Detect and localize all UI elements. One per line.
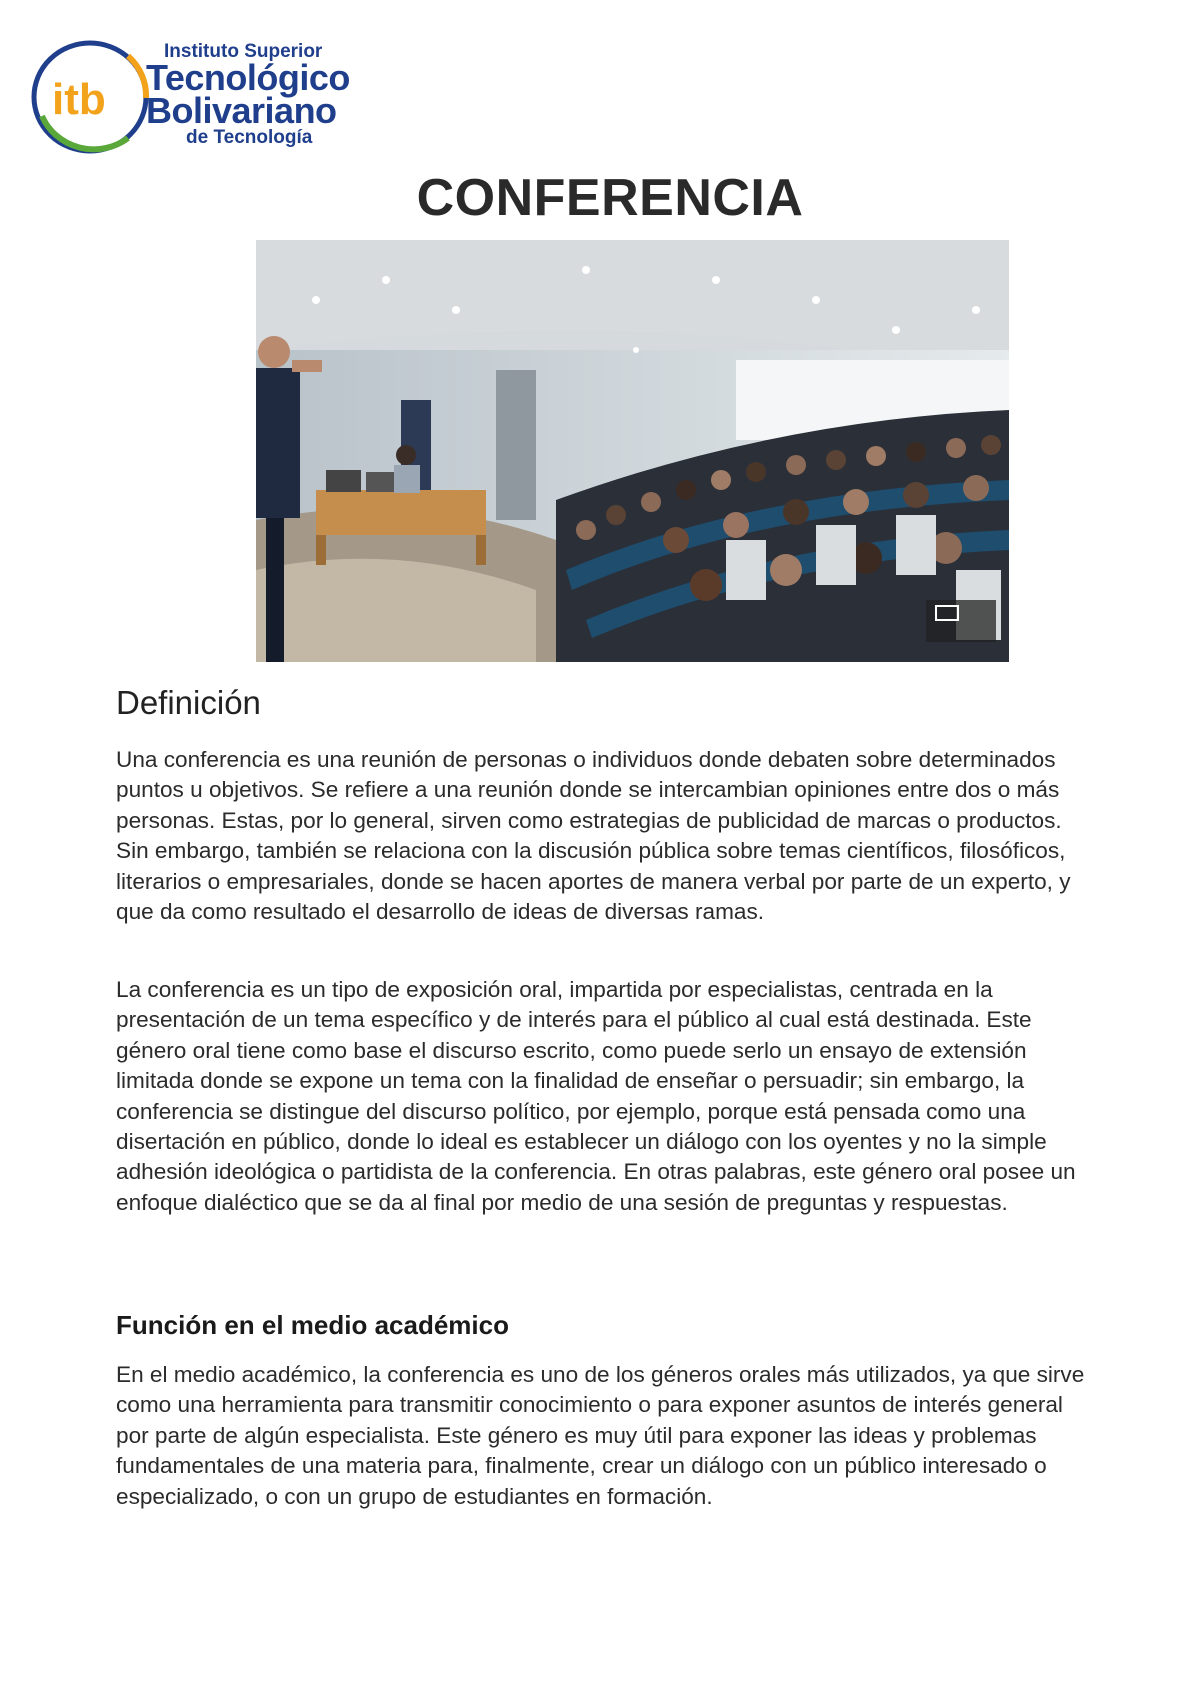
- section-heading-funcion: Función en el medio académico: [116, 1310, 509, 1340]
- conference-photo-illustration: [256, 240, 1009, 662]
- logo-line-3: Bolivariano: [146, 90, 337, 131]
- logo-line-1: Instituto Superior: [164, 41, 323, 62]
- section-heading-definicion: Definición: [116, 684, 261, 721]
- logo-monogram: itb: [52, 75, 106, 124]
- document-title: CONFERENCIA: [416, 169, 804, 227]
- paragraph-definicion-1: Una conferencia es una reunión de personas o individuos donde debaten sobre determinados puntos u objetivos. Se refiere a una reunión donde se intercambian opiniones entre dos o más personas. Estas, por lo general, sirven como estrategias de publicidad de marcas o productos. Sin embargo, también se relaciona con la discusión pública sobre temas científicos, filosóficos, literarios o empresariales, donde se hacen aportes de manera verbal por parte de un experto, y que da como resultado el desarrollo de ideas de diversas ramas.: [116, 747, 1071, 925]
- logo-wordmark: [146, 42, 376, 148]
- itb-logo-emblem: [28, 38, 152, 156]
- logo-line-2: Tecnológico: [146, 57, 350, 98]
- paragraph-definicion-2: La conferencia es un tipo de exposición oral, impartida por especialistas, centrada en la presentación de un tema específico y de interés para el público al cual está destinada. Este género oral tiene como base el discurso escrito, como puede serlo un ensayo de extensión limitada donde se expone un tema con la finalidad de enseñar o persuadir; sin embargo, la conferencia se distingue del discurso político, por ejemplo, porque está pensada como una disertación en público, donde lo ideal es establecer un diálogo con los oyentes y no la simple adhesión ideológica o partidista de la conferencia. En otras palabras, este género oral posee un enfoque dialéctico que se da al final por medio de una sesión de preguntas y respuestas.: [116, 977, 1076, 1215]
- paragraph-funcion-1: En el medio académico, la conferencia es uno de los géneros orales más utilizados, ya que sirve como una herramienta para transmitir conocimiento o para exponer asuntos de interés general por parte de algún especialista. Este género es muy útil para exponer las ideas y problemas fundamentales de una materia para, finalmente, crear un diálogo con un público interesado o especializado, o con un grupo de estudiantes en formación.: [116, 1362, 1085, 1509]
- conference-photo: [256, 240, 1009, 662]
- logo-line-4: de Tecnología: [186, 127, 313, 148]
- institution-logo: [28, 38, 368, 158]
